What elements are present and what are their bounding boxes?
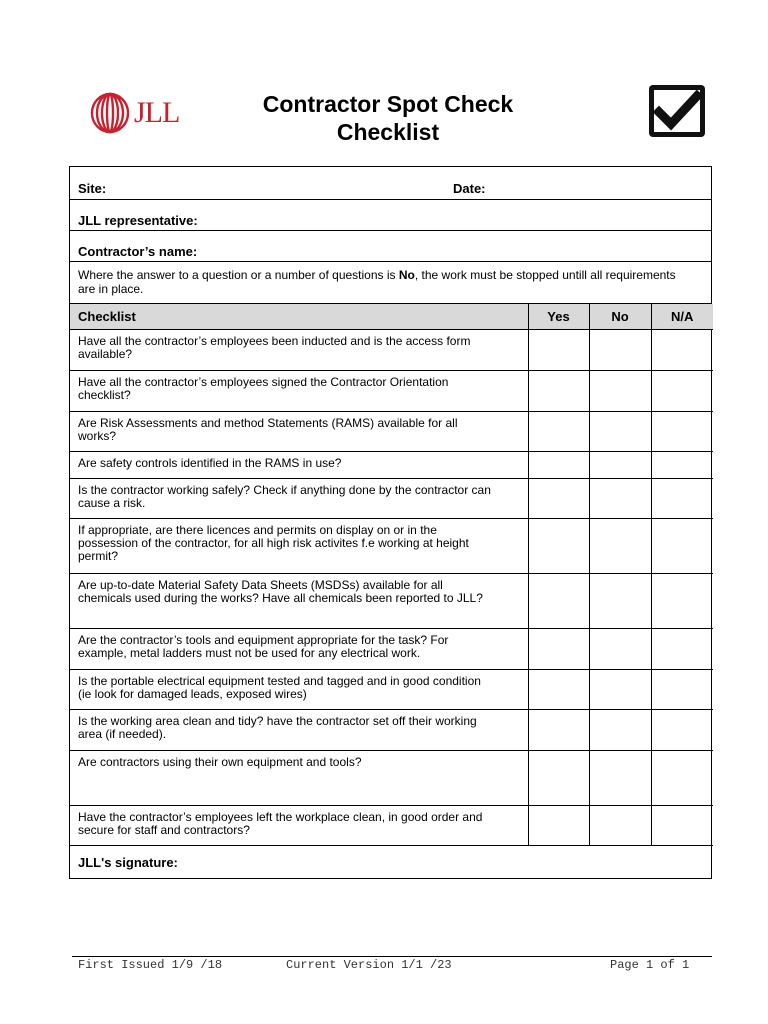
answer-na-cell[interactable] — [651, 805, 713, 845]
answer-no-cell[interactable] — [589, 669, 651, 709]
answer-yes-cell[interactable] — [528, 628, 589, 669]
question-text: Are Risk Assessments and method Statements (RAMS) available for all works? — [70, 411, 528, 451]
checkmark-badge — [649, 85, 705, 137]
jll-logo-icon — [90, 92, 130, 134]
answer-na-cell[interactable] — [651, 750, 713, 805]
answer-yes-cell[interactable] — [528, 370, 589, 411]
answer-na-cell[interactable] — [651, 669, 713, 709]
answer-no-cell[interactable] — [589, 709, 651, 750]
answer-yes-cell[interactable] — [528, 329, 589, 370]
checklist-header-row — [70, 304, 713, 329]
contractor-name-row — [70, 231, 711, 262]
answer-no-cell[interactable] — [589, 451, 651, 478]
question-text: If appropriate, are there licences and permits on display on or in the possession of the contractor, for all high risk activites f.e working at height permit? — [70, 518, 528, 573]
table-row — [70, 411, 713, 451]
answer-yes-cell[interactable] — [528, 750, 589, 805]
answer-yes-cell[interactable] — [528, 518, 589, 573]
answer-no-cell[interactable] — [589, 805, 651, 845]
question-text: Have all the contractor’s employees been inducted and is the access form available? — [70, 329, 528, 370]
answer-no-cell[interactable] — [589, 573, 651, 628]
logo-wordmark: JLL — [134, 96, 180, 129]
table-row — [70, 451, 713, 478]
table-row — [70, 805, 713, 845]
question-text: Is the portable electrical equipment tested and tagged and in good condition (ie look for damaged leads, exposed wires) — [70, 669, 528, 709]
answer-yes-cell[interactable] — [528, 411, 589, 451]
question-text: Are safety controls identified in the RAMS in use? — [70, 451, 528, 478]
answer-yes-cell[interactable] — [528, 478, 589, 518]
answer-na-cell[interactable] — [651, 628, 713, 669]
column-header-yes: Yes — [528, 304, 589, 329]
question-text: Have the contractor’s employees left the workplace clean, in good order and secure for staff and contractors? — [70, 805, 528, 845]
table-row — [70, 370, 713, 411]
answer-yes-cell[interactable] — [528, 573, 589, 628]
answer-no-cell[interactable] — [589, 518, 651, 573]
answer-na-cell[interactable] — [651, 518, 713, 573]
signature-label: JLL's signature: — [78, 854, 178, 870]
instruction-row — [70, 262, 711, 304]
current-version-text: Current Version 1/1 /23 — [286, 958, 452, 972]
answer-no-cell[interactable] — [589, 329, 651, 370]
checklist-table — [70, 304, 713, 846]
title-line-2: Checklist — [336, 119, 440, 145]
table-row — [70, 573, 713, 628]
column-header-na: N/A — [651, 304, 713, 329]
instruction-text: Where the answer to a question or a number of questions is No, the work must be stopped untill all requirements are in place. — [78, 268, 676, 296]
question-text: Are contractors using their own equipment and tools? — [70, 750, 528, 805]
table-row — [70, 628, 713, 669]
answer-na-cell[interactable] — [651, 709, 713, 750]
answer-no-cell[interactable] — [589, 628, 651, 669]
question-text: Is the contractor working safely? Check if anything done by the contractor can cause a risk. — [70, 478, 528, 518]
site-date-row — [70, 167, 711, 200]
title-line-1: Contractor Spot Check — [262, 91, 514, 117]
table-row — [70, 518, 713, 573]
page-number-text: Page 1 of 1 — [610, 958, 690, 972]
answer-na-cell[interactable] — [651, 478, 713, 518]
question-text: Have all the contractor’s employees signed the Contractor Orientation checklist? — [70, 370, 528, 411]
table-row — [70, 329, 713, 370]
site-label: Site: — [78, 181, 107, 196]
table-row — [70, 709, 713, 750]
table-row — [70, 669, 713, 709]
question-text: Are the contractor’s tools and equipment appropriate for the task? For example, metal ladders must not be used for any electrical work. — [70, 628, 528, 669]
answer-yes-cell[interactable] — [528, 709, 589, 750]
answer-yes-cell[interactable] — [528, 669, 589, 709]
page-title — [200, 90, 576, 146]
answer-na-cell[interactable] — [651, 451, 713, 478]
signature-row — [70, 846, 711, 878]
representative-label: JLL representative: — [78, 213, 198, 228]
column-header-checklist: Checklist — [70, 304, 528, 329]
column-header-no: No — [589, 304, 651, 329]
answer-no-cell[interactable] — [589, 478, 651, 518]
answer-na-cell[interactable] — [651, 573, 713, 628]
question-text: Are up-to-date Material Safety Data Sheets (MSDSs) available for all chemicals used during the works? Have all chemicals been reported to JLL? — [70, 573, 528, 628]
table-row — [70, 478, 713, 518]
answer-no-cell[interactable] — [589, 750, 651, 805]
question-text: Is the working area clean and tidy? have the contractor set off their working area (if needed). — [70, 709, 528, 750]
jll-logo — [90, 92, 179, 134]
table-row — [70, 750, 713, 805]
page-footer — [72, 956, 712, 972]
answer-yes-cell[interactable] — [528, 805, 589, 845]
answer-yes-cell[interactable] — [528, 451, 589, 478]
answer-na-cell[interactable] — [651, 370, 713, 411]
contractor-name-label: Contractor’s name: — [78, 244, 198, 259]
checklist-form — [69, 166, 712, 879]
checkmark-icon — [649, 85, 705, 137]
date-label: Date: — [453, 181, 486, 196]
answer-na-cell[interactable] — [651, 329, 713, 370]
representative-row — [70, 200, 711, 231]
answer-no-cell[interactable] — [589, 411, 651, 451]
answer-na-cell[interactable] — [651, 411, 713, 451]
first-issued-text: First Issued 1/9 /18 — [78, 958, 223, 972]
answer-no-cell[interactable] — [589, 370, 651, 411]
